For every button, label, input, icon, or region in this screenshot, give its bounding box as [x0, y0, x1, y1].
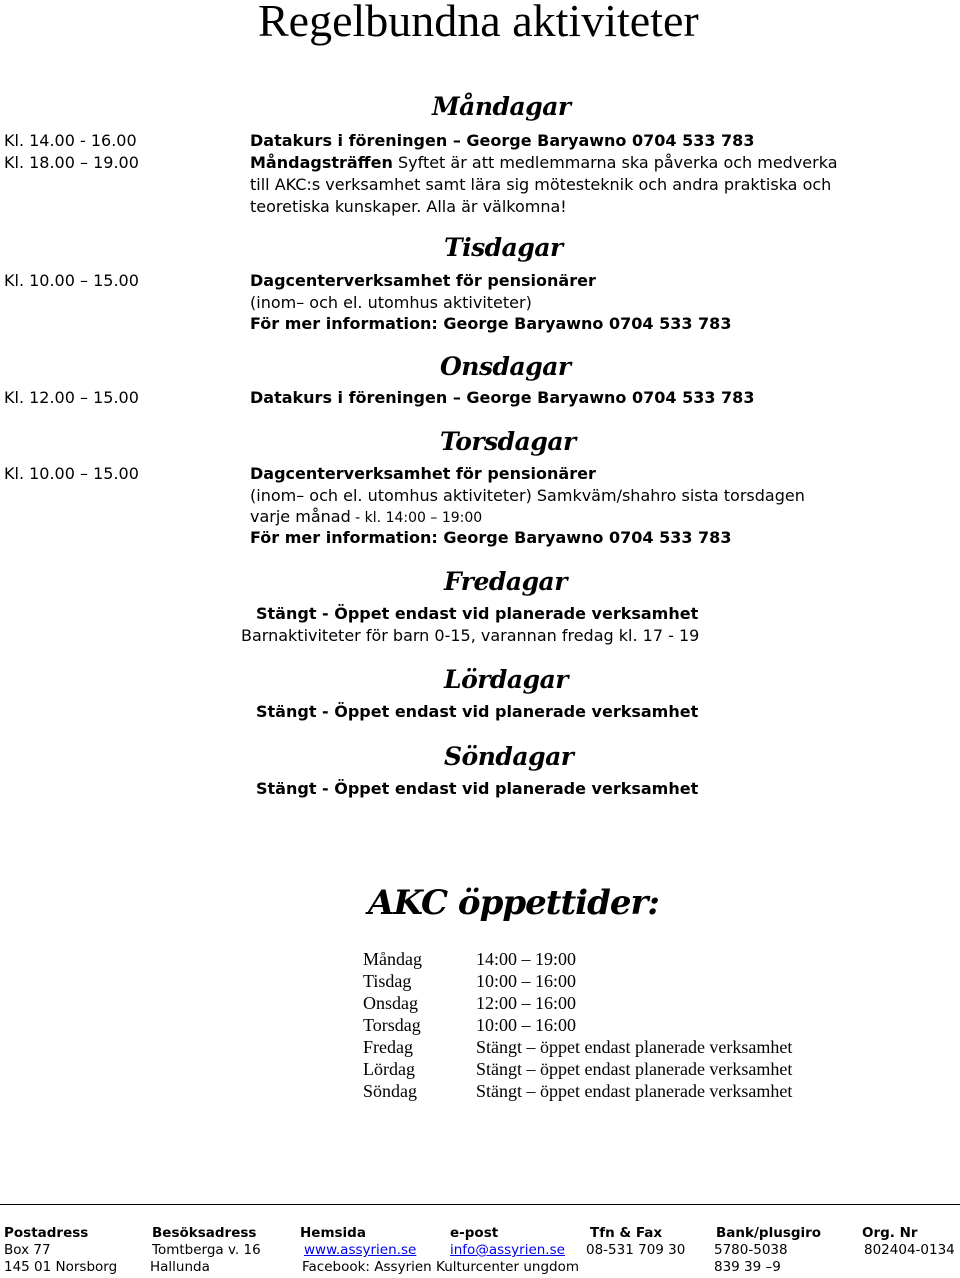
- sunday-heading: Söndagar: [444, 742, 574, 771]
- hours-day: Måndag: [363, 949, 422, 969]
- monday-meeting-desc: Syftet är att medlemmarna ska påverka och medverka: [392, 153, 838, 172]
- footer-postadress-value: Box 77: [4, 1242, 51, 1258]
- saturday-status: Stängt - Öppet endast vid planerade verksamhet: [256, 702, 699, 721]
- footer-besoksadress-label: Besöksadress: [152, 1225, 257, 1241]
- footer-tfn-value: 08-531 709 30: [586, 1242, 686, 1258]
- footer-besoksort: Hallunda: [150, 1259, 210, 1275]
- footer-tfn-label: Tfn & Fax: [590, 1225, 663, 1241]
- saturday-heading: Lördagar: [444, 665, 568, 694]
- hours-time: Stängt – öppet endast planerade verksamhet: [476, 1037, 793, 1057]
- footer-divider: [0, 1204, 960, 1205]
- thursday-info: För mer information: George Baryawno 0704 533 783: [250, 528, 732, 547]
- wednesday-heading: Onsdagar: [440, 352, 571, 381]
- thursday-activity-schedule: [250, 507, 482, 526]
- hours-day: Fredag: [363, 1037, 413, 1057]
- footer-besoksadress-value: Tomtberga v. 16: [152, 1242, 261, 1258]
- footer-postadress-label: Postadress: [4, 1225, 89, 1241]
- footer-epost-label: e-post: [450, 1225, 499, 1241]
- wednesday-time: Kl. 12.00 – 15.00: [4, 388, 139, 407]
- hours-day: Tisdag: [363, 971, 412, 991]
- monday-meeting-name: Måndagsträffen: [250, 153, 393, 172]
- monday-activity-2-line3: teoretiska kunskaper. Alla är välkomna!: [250, 197, 567, 216]
- hours-day: Lördag: [363, 1059, 415, 1079]
- thursday-heading: Torsdagar: [440, 427, 576, 456]
- footer-bank-label: Bank/plusgiro: [716, 1225, 822, 1241]
- footer-postort: 145 01 Norsborg: [4, 1259, 118, 1275]
- footer-hemsida-label: Hemsida: [300, 1225, 366, 1241]
- footer-plusgiro: 839 39 –9: [714, 1259, 781, 1275]
- hours-time: Stängt – öppet endast planerade verksamhet: [476, 1081, 793, 1101]
- monday-activity-2-line1: [250, 153, 838, 172]
- opening-hours-heading: AKC öppettider:: [368, 883, 659, 923]
- tuesday-time: Kl. 10.00 – 15.00: [4, 271, 139, 290]
- monday-time-2: Kl. 18.00 – 19.00: [4, 153, 139, 172]
- hours-time: Stängt – öppet endast planerade verksamhet: [476, 1059, 793, 1079]
- monday-heading: Måndagar: [432, 92, 571, 121]
- tuesday-activity: Dagcenterverksamhet för pensionärer: [250, 271, 596, 290]
- thursday-schedule-a: varje månad: [250, 507, 351, 526]
- hours-time: 10:00 – 16:00: [476, 1015, 577, 1035]
- hours-day: Torsdag: [363, 1015, 421, 1035]
- tuesday-info: För mer information: George Baryawno 0704 533 783: [250, 314, 732, 333]
- monday-activity-1: Datakurs i föreningen – George Baryawno 0704 533 783: [250, 131, 755, 150]
- footer-hemsida-value[interactable]: www.assyrien.se: [304, 1242, 417, 1258]
- monday-activity-2-line2: till AKC:s verksamhet samt lära sig mötesteknik och andra praktiska och: [250, 175, 832, 194]
- tuesday-activity-detail: (inom– och el. utomhus aktiviteter): [250, 293, 532, 312]
- hours-time: 14:00 – 19:00: [476, 949, 577, 969]
- friday-status: Stängt - Öppet endast vid planerade verksamhet: [256, 604, 699, 623]
- footer-orgnr-value: 802404-0134: [864, 1242, 955, 1258]
- tuesday-heading: Tisdagar: [444, 233, 563, 262]
- thursday-schedule-b: - kl. 14:00 – 19:00: [350, 510, 483, 526]
- thursday-activity: Dagcenterverksamhet för pensionärer: [250, 464, 596, 483]
- footer-bank-value: 5780-5038: [714, 1242, 788, 1258]
- hours-day: Söndag: [363, 1081, 417, 1101]
- friday-children-activity: Barnaktiviteter för barn 0-15, varannan fredag kl. 17 - 19: [241, 626, 700, 645]
- sunday-status: Stängt - Öppet endast vid planerade verksamhet: [256, 779, 699, 798]
- page-title: Regelbundna aktiviteter: [258, 0, 699, 46]
- footer-epost-value[interactable]: info@assyrien.se: [450, 1242, 565, 1258]
- footer-orgnr-label: Org. Nr: [862, 1225, 918, 1241]
- friday-heading: Fredagar: [444, 567, 567, 596]
- monday-time-1: Kl. 14.00 - 16.00: [4, 131, 137, 150]
- thursday-time: Kl. 10.00 – 15.00: [4, 464, 139, 483]
- thursday-activity-detail: (inom– och el. utomhus aktiviteter) Samkväm/shahro sista torsdagen: [250, 486, 805, 505]
- footer-facebook: Facebook: Assyrien Kulturcenter ungdom: [302, 1259, 579, 1275]
- hours-time: 10:00 – 16:00: [476, 971, 577, 991]
- hours-time: 12:00 – 16:00: [476, 993, 577, 1013]
- wednesday-activity: Datakurs i föreningen – George Baryawno 0704 533 783: [250, 388, 755, 407]
- hours-day: Onsdag: [363, 993, 418, 1013]
